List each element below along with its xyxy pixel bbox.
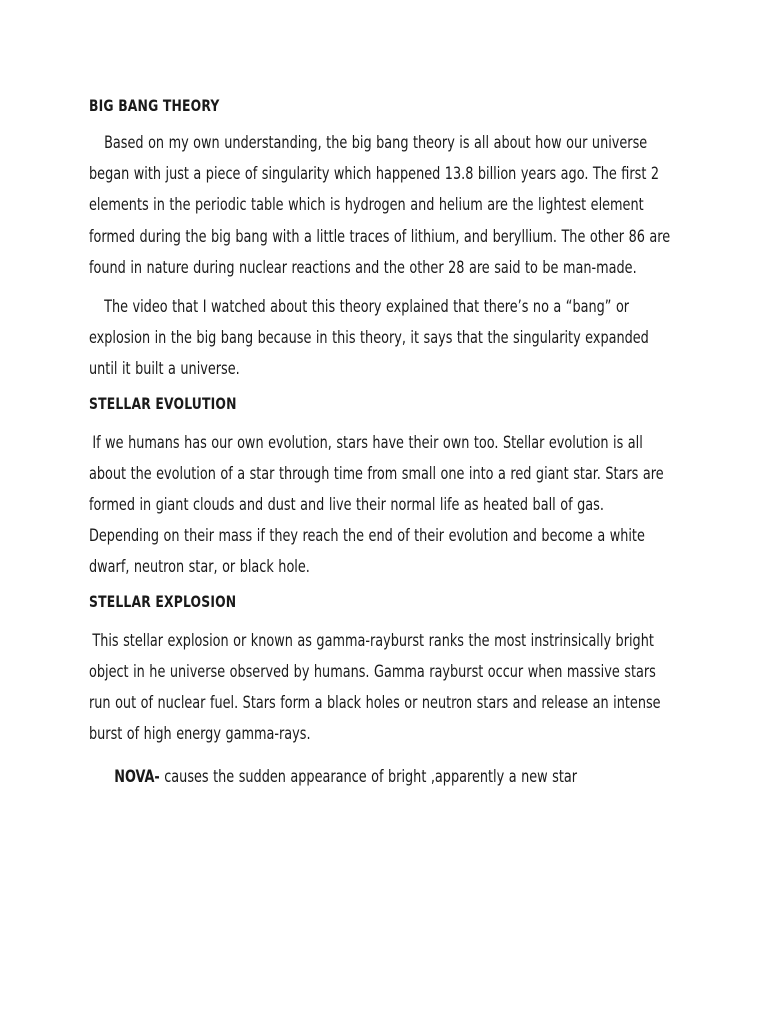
paragraph-stellar-evolution: If we humans has our own evolution, stars have their own too. Stellar evolution is all about the evolution of a star through time from small one into a red giant star. Stars are formed in giant clouds and dust and live their normal life as heated ball of gas. Depending on their mass if they reach the end of their evolution and become a white dwarf, neutron star, or black hole. (89, 432, 664, 578)
section-heading-big-bang: BIG BANG THEORY (89, 96, 220, 115)
section-heading-stellar-explosion: STELLAR EXPLOSION (89, 591, 237, 611)
nova-definition-line (89, 762, 677, 793)
paragraph-big-bang-2: The video that I watched about this theory explained that there’s no a “bang” or explosion in the big bang because in this theory, it says that the singularity expanded until it built a universe. (89, 297, 649, 380)
nova-term: NOVA- (114, 767, 160, 788)
paragraph-big-bang-1: Based on my own understanding, the big bang theory is all about how our universe began with just a piece of singularity which happened 13.8 billion years ago. The first 2 elements in the periodic table which is hydrogen and helium are the lightest element formed during the big bang with a little traces of lithium, and beryllium. The other 86 are found in nature during nuclear reactions and the other 28 are said to be man-made. (89, 133, 671, 278)
nova-definition: causes the sudden appearance of bright ,apparently a new star (159, 767, 578, 788)
paragraph-stellar-explosion: This stellar explosion or known as gamma-rayburst ranks the most instrinsically bright object in he universe observed by humans. Gamma rayburst occur when massive stars run out of nuclear fuel. Stars form a black holes or neutron stars and release an intense burst of high energy gamma-rays. (89, 630, 661, 745)
section-heading-stellar-evolution: STELLAR EVOLUTION (89, 393, 237, 413)
